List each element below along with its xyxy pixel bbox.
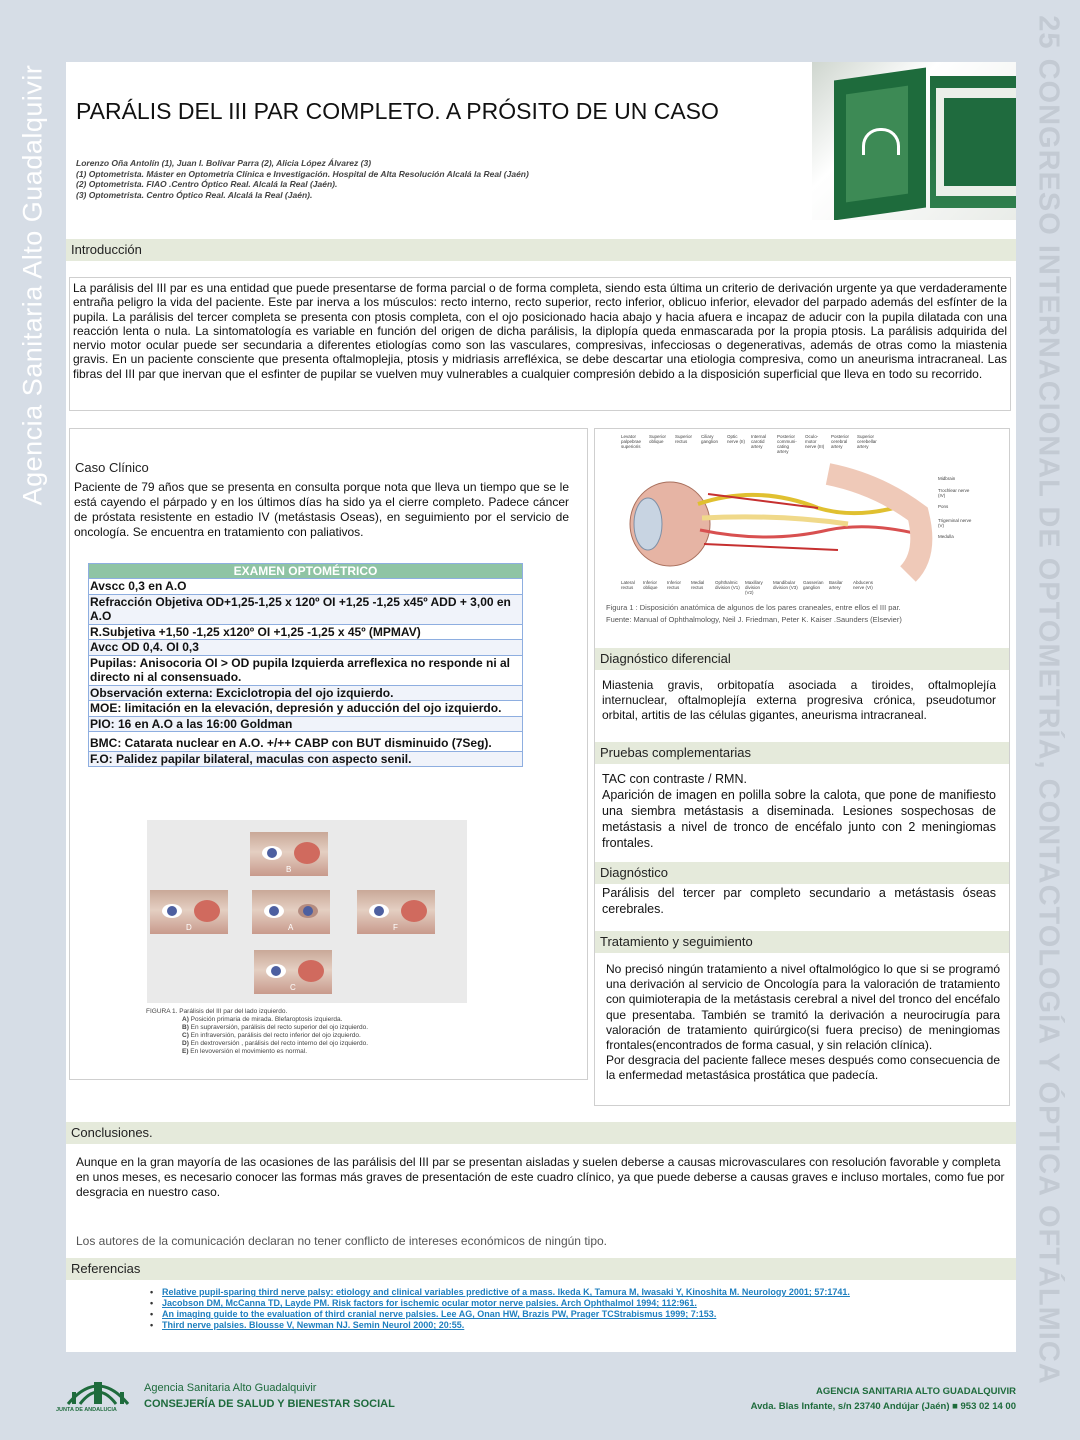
anatomy-right-labels: Midbrain Trochlear nerve (IV) Pons Trigeminal nerve (V) Medulla [938, 476, 972, 539]
footer-consejeria: CONSEJERÍA DE SALUD Y BIENESTAR SOCIAL [144, 1398, 395, 1410]
footer-address: Avda. Blas Infante, s/n 23740 Andújar (Jaén) ■ 953 02 14 00 [750, 1401, 1016, 1412]
exam-row: BMC: Catarata nuclear en A.O. +/++ CABP con BUT disminuido (7Seg). [89, 732, 523, 752]
exam-row: PIO: 16 en A.O a las 16:00 Goldman [89, 716, 523, 732]
authors-block [76, 158, 529, 200]
case-text: Paciente de 79 años que se presenta en consulta porque nota que lleva un tiempo que se le está cayendo el párpado y en los últimos días ha sido ya el cierre completo. Padece cáncer de próstata resistente en estadio IV (metástasis Oseas), en seguimiento por el servicio de oncología. Se encuentra en tratamiento con paliativos. [74, 480, 569, 539]
authors-line: Lorenzo Oña Antolín (1), Juan I. Bolívar Parra (2), Alicia López Álvarez (3) [76, 158, 372, 168]
case-heading: Caso Clínico [70, 458, 586, 478]
differential-text: Miastenia gravis, orbitopatía asociada a tiroides, oftalmoplejía internuclear, oftalmoplejía externa progresiva crónica, pseudotumor orbital, artitis de las células gigantes, aneurisma intracraneal. [602, 678, 996, 722]
exam-row: Avscc 0,3 en A.O [89, 579, 523, 595]
anatomy-figure [618, 434, 948, 594]
reference-link[interactable]: • An imaging guide to the evaluation of third cranial nerve palsies. Lee AG, Onan HW, Brazis PW, Prager TCStrabismus 1999; 7:153. [150, 1309, 717, 1319]
affiliation-3: (3) Optometrista. Centro Óptico Real. Alcalá la Real (Jaén). [76, 189, 313, 200]
anatomy-illustration [618, 434, 948, 594]
junta-andalucia-logo-icon [64, 1368, 132, 1408]
diagnosis-text: Parálisis del tercer par completo secundario a metástasis óseas cerebrales. [602, 886, 996, 916]
footer-right-title: AGENCIA SANITARIA ALTO GUADALQUIVIR [815, 1386, 1016, 1397]
treatment-text-2: Por desgracia del paciente fallece meses después como consecuencia de la enfermedad metastásica prostática que padecía. [606, 1053, 1000, 1083]
intro-text: La parálisis del III par es una entidad que puede presentarse de forma parcial o de forma completa, siendo esta última un criterio de derivación urgente ya que verdaderamente entraña peligro la vida del paciente. Este par inerva a los músculos: recto interno, recto superior, recto inferior, oblicuo inferior, elevador del parpado además del esfínter de la pupila. La parálisis del tercer completa se presenta con ptosis completa, con el ojo posicionado hacia abajo y hacia afuera e incapaz de aducir con la pupila dilatada con una reacción lenta o nula. La sintomatología es variable en función del origen de dicha parálisis, la diplopía queda enmascarada por la propia ptosis. La parálisis adquirida del nervio motor ocular puede ser secundaria a diferentes etiologías como son las vasculares, compresivas, infecciosas o degenerativas, además de otras como la miastenia gravis. En un paciente consciente que presenta oftalmoplejia, ptosis y midriasis arrefléxica, se debe descartar una etiologia compresiva, como un aneurisma intracraneal. Las fibras del III par que inervan que el esfinter de pupilar se vuelven muy vulnerables a cualquier compresión debido a la disposición superficial que lleva en todo su recorrido. [73, 281, 1007, 381]
poster-panel: PARÁLIS DEL III PAR COMPLETO. A PRÓSITO DE UN CASO Lorenzo Oña Antolín (1), Juan I. Bolívar Parra (2), Alicia López Álvarez (3) (1) Optometrista. Máster en Optometría Clínica e Investigación. Hospital de Alta Resolución Alcalá la Real (Jaén) (2) Optometrista. FIAO .Centro Óptico Real. Alcalá la Real (Jaén). (3) Optometrista. Centro Óptico Real. Alcalá la Real (Jaén). Introducción La parálisis del III par es una entidad que puede presentarse de forma parcial o de forma completa, siendo esta última un criterio de derivación urgente ya que verdaderamente entraña peligro la vida del paciente. Este par inerva a los músculos: recto interno, recto superior, recto inferior, oblicuo inferior, elevador del parpado además del esfínter de la pupila. La parálisis del tercer completa se presenta con ptosis completa, con el ojo posicionado hacia abajo y hacia afuera e incapaz de aducir con la pupila dilatada con una reacción lenta o nula. La sintomatología es variable en función del origen de dicha parálisis, la diplopía queda enmascarada por la propia ptosis. La parálisis adquirida del nervio motor ocular puede ser secundaria a diferentes etiologías como son las vasculares, compresivas, infecciosas o degenerativas, además de otras como la miastenia gravis. En un paciente consciente que presenta oftalmoplejia, ptosis y midriasis arrefléxica, se debe descartar una etiologia compresiva, como un aneurisma intracraneal. Las fibras del III par que inervan que el esfinter de pupilar se vuelven muy vulnerables a cualquier compresión debido a la disposición superficial que lleva en todo su recorrido. Caso Clínico Paciente de 79 años que se presenta en consulta porque nota que lleva un tiempo que se le está cayendo el párpado y en los últimos días ha sido ya el cierre completo. Padece cáncer de próstata resistente en estadio IV (metástasis Oseas), en seguimiento por el servicio de oncología. Se encuentra en tratamiento con paliativos. EXAMEN OPTOMÉTRICO Avscc 0,3 en A.O Refracción Objetiva OD+1,25-1,25 x 120º OI +1,25 -1,25 x45º ADD + 3,00 en A.O R.Subjetiva +1,50 -1,25 x120º OI +1,25 -1,25 x 45º (MPMAV) Avcc OD 0,4. OI 0,3 Pupilas: Anisocoria OI > OD pupila Izquierda arreflexica no responde ni al directo ni al consensuado. Observación externa: Exciclotropia del ojo izquierdo. MOE: limitación en la elevación, depresión y aducción del ojo izquierdo. PIO: 16 en A.O a las 16:00 Goldman BMC: Catarata nuclear en A.O. +/++ CABP con BUT disminuido (7Seg). F.O: Palidez papilar bilateral, maculas con aspecto senil. B D A F C FIGURA 1. Parálisis del III par del lado izquierdo. A) Posición primaria de mirada. Blefaroptosis izquierda. B) En supraversión, parálisis del recto superior del ojo izquierdo. C) En infraversión, parálisis del recto inferior del ojo izquierdo. D) En dextroversión , parálisis del recto interno del ojo izquierdo. E) En levoversión el movimiento es normal. Levator palpebrae superioris Superior oblique Superior rectus Ciliary ganglion Optic nerve (II) Internal carotid artery Posterior communi-cating artery Oculo-motor nerve (III) Posterior cerebral artery Superior cerebellar artery Midbrain Trochlear nerve (IV) Pons Trigeminal nerve (V) Medulla Lateral rectus Inferior oblique Inferior rectus Medial rectus Ophthalmic division (V1) Maxillary division (V2) Mandibular division (V3) Gasserian ganglion Basilar artery Abducens nerve (VI) Figura 1 : Disposición anatómica de algunos de los pares craneales, entre ellos el III par. Fuente: Manual of Ophthalmology, Neil J. Friedman, Peter K. Kaiser .Saunders (Elsevier) Diagnóstico diferencial Miastenia gravis, orbitopatía asociada a tiroides, oftalmoplejía internuclear, oftalmoplejía externa progresiva crónica, pseudotumor orbital, artitis de las células gigantes, aneurisma intracraneal. Pruebas complementarias TAC con contraste / RMN. Aparición de imagen en polilla sobre la calota, que pone de manifiesto una siembra metástasis a diseminada. Lesiones sospechosas de metástasis a nivel de tronco de encéfalo junto con 2 meningiomas frontales. Diagnóstico Parálisis del tercer par completo secundario a metástasis óseas cerebrales. Tratamiento y seguimiento No precisó ningún tratamiento a nivel oftalmológico lo que si se programó una derivación al servicio de Oncología para la valoración de tratamiento con quimioterapia de la metástasis cerebral a nivel del tronco del encéfalo que presentaba. También se tramitó la derivación a neurocirugía para valoración de tratamiento quirúrgico(si fuera preciso) de meningiomas frontales(encontrados de forma casual, y sin relación clínica). Por desgracia del paciente fallece meses después como consecuencia de la enfermedad metastásica prostática que padecía. Conclusiones. Aunque en la gran mayoría de las ocasiones de las parálisis del III par se presentan aisladas y suelen deberse a causas microvasculares con resolución favorable y completa en unos meses, es necesario conocer las formas más graves de presentación de este cuadro clínico, ya que puede deberse a causas graves e incluso mortales, como fue por desgracia en nuestro caso. Los autores de la comunicación declaran no tener conflicto de intereses económicos de ningún tipo. Referencias • Relative pupil-sparing third nerve palsy: etiology and clinical variables predictive of a mass. Ikeda K, Tamura M, Iwasaki Y, Kinoshita M. Neurology 2001; 57:1741. • Jacobson DM, McCanna TD, Layde PM. Risk factors for ischemic ocular motor nerve palsies. Arch Ophthalmol 1994; 112:961. • An imaging guide to the evaluation of third cranial nerve palsies. Lee AG, Onan HW, Brazis PW, Prager TCStrabismus 1999; 7:153. • Third nerve palsies. Blousse V, Newman NJ. Semin Neurol 2000; 20:55. [66, 62, 1016, 1352]
footer-agency: Agencia Sanitaria Alto Guadalquivir [144, 1382, 317, 1394]
eye-photo-d: D [150, 890, 228, 934]
reference-link[interactable]: • Third nerve palsies. Blousse V, Newman NJ. Semin Neurol 2000; 20:55. [150, 1320, 465, 1330]
exam-row: Pupilas: Anisocoria OI > OD pupila Izquierda arreflexica no responde ni al directo ni al consensuado. [89, 655, 523, 685]
eye-photo-a: A [252, 890, 330, 934]
treatment-heading: Tratamiento y seguimiento [595, 931, 1009, 953]
anatomy-caption: Figura 1 : Disposición anatómica de algunos de los pares craneales, entre ellos el III par. Fuente: Manual of Ophthalmology, Neil J. Friedman, Peter K. Kaiser .Saunders (Elsevier) [606, 603, 902, 624]
exam-row: MOE: limitación en la elevación, depresión y aducción del ojo izquierdo. [89, 701, 523, 717]
intro-heading: Introducción [66, 239, 1016, 261]
eye-figure-caption: FIGURA 1. Parálisis del III par del lado izquierdo. A) Posición primaria de mirada. Blefaroptosis izquierda. B) En supraversión, parálisis del recto superior del ojo izquierdo. C) En infraversión, parálisis del recto inferior del ojo izquierdo. D) En dextroversión , parálisis del recto interno del ojo izquierdo. E) En levoversión el movimiento es normal. [146, 1008, 369, 1055]
eye-photo-b: B [250, 832, 328, 876]
exam-row: Observación externa: Exciclotropia del ojo izquierdo. [89, 685, 523, 701]
tests-heading: Pruebas complementarias [595, 742, 1009, 764]
exam-row: Refracción Objetiva OD+1,25-1,25 x 120º OI +1,25 -1,25 x45º ADD + 3,00 en A.O [89, 594, 523, 624]
junta-label: JUNTA DE ANDALUCIA [56, 1407, 117, 1413]
exam-row: Avcc OD 0,4. OI 0,3 [89, 640, 523, 656]
left-sidebar [0, 0, 66, 1440]
eye-photo-c: C [254, 950, 332, 994]
treatment-text: No precisó ningún tratamiento a nivel oftalmológico lo que si se programó una derivación al servicio de Oncología para la valoración de tratamiento con quimioterapia de la metástasis cerebral a nivel del tronco del encéfalo que presentaba. También se tramitó la derivación a neurocirugía para valoración de tratamiento quirúrgico(si fuera preciso) de meningiomas frontales(encontrados de forma casual, y sin relación clínica). [606, 962, 1000, 1053]
references-heading: Referencias [66, 1258, 1016, 1280]
reference-link[interactable]: • Relative pupil-sparing third nerve palsy: etiology and clinical variables predictive of a mass. Ikeda K, Tamura M, Iwasaki Y, Kinoshita M. Neurology 2001; 57:1741. [150, 1287, 850, 1297]
disclaimer-text: Los autores de la comunicación declaran no tener conflicto de intereses económicos de ningún tipo. [76, 1234, 607, 1248]
tests-line: TAC con contraste / RMN. [602, 772, 747, 786]
tests-text: Aparición de imagen en polilla sobre la calota, que pone de manifiesto una siembra metástasis a diseminada. Lesiones sospechosas de metástasis a nivel de tronco de encéfalo junto con 2 meningiomas frontales. [602, 788, 996, 850]
treatment-block [606, 962, 1000, 1084]
right-sidebar [1016, 0, 1080, 1440]
diagnosis-heading: Diagnóstico [595, 862, 1009, 884]
differential-heading: Diagnóstico diferencial [595, 648, 1009, 670]
references-list [150, 1287, 850, 1331]
affiliation-1: (1) Optometrista. Máster en Optometría Clínica e Investigación. Hospital de Alta Resolución Alcalá la Real (Jaén) [76, 168, 529, 179]
right-sidebar-text: 25 CONGRESO INTERNACIONAL DE OPTOMETRÍA, CONTACTOLOGÍA Y ÓPTICA OFTÁLMICA [1032, 15, 1065, 1385]
eye-photo-f: F [357, 890, 435, 934]
exam-row: R.Subjetiva +1,50 -1,25 x120º OI +1,25 -1,25 x 45º (MPMAV) [89, 624, 523, 640]
eye-photos-figure [147, 820, 467, 1003]
left-sidebar-text: Agencia Sanitaria Alto Guadalquivir [17, 64, 48, 506]
conclusions-heading: Conclusiones. [66, 1122, 1016, 1144]
tests-block [602, 771, 996, 851]
exam-table [88, 563, 523, 767]
conclusions-text: Aunque en la gran mayoría de las ocasiones de las parálisis del III par se presentan aisladas y suelen deberse a causas microvasculares con resolución favorable y completa en unos meses, es necesario conocer las formas más graves de presentación de este cuadro clínico, ya que puede deberse a causas graves e incluso mortales, como fue por desgracia en nuestro caso. [76, 1155, 1005, 1199]
poster-footer [0, 1360, 1080, 1440]
affiliation-2: (2) Optometrista. FIAO .Centro Óptico Real. Alcalá la Real (Jaén). [76, 179, 338, 189]
page-title: PARÁLIS DEL III PAR COMPLETO. A PRÓSITO DE UN CASO [76, 98, 719, 124]
junta-logo-photo [812, 62, 1016, 220]
exam-table-title: EXAMEN OPTOMÉTRICO [89, 564, 523, 579]
exam-table-wrap [88, 563, 523, 767]
exam-row: F.O: Palidez papilar bilateral, maculas con aspecto senil. [89, 751, 523, 767]
poster-header [66, 62, 1016, 220]
reference-link[interactable]: • Jacobson DM, McCanna TD, Layde PM. Risk factors for ischemic ocular motor nerve palsies. Arch Ophthalmol 1994; 112:961. [150, 1298, 697, 1308]
